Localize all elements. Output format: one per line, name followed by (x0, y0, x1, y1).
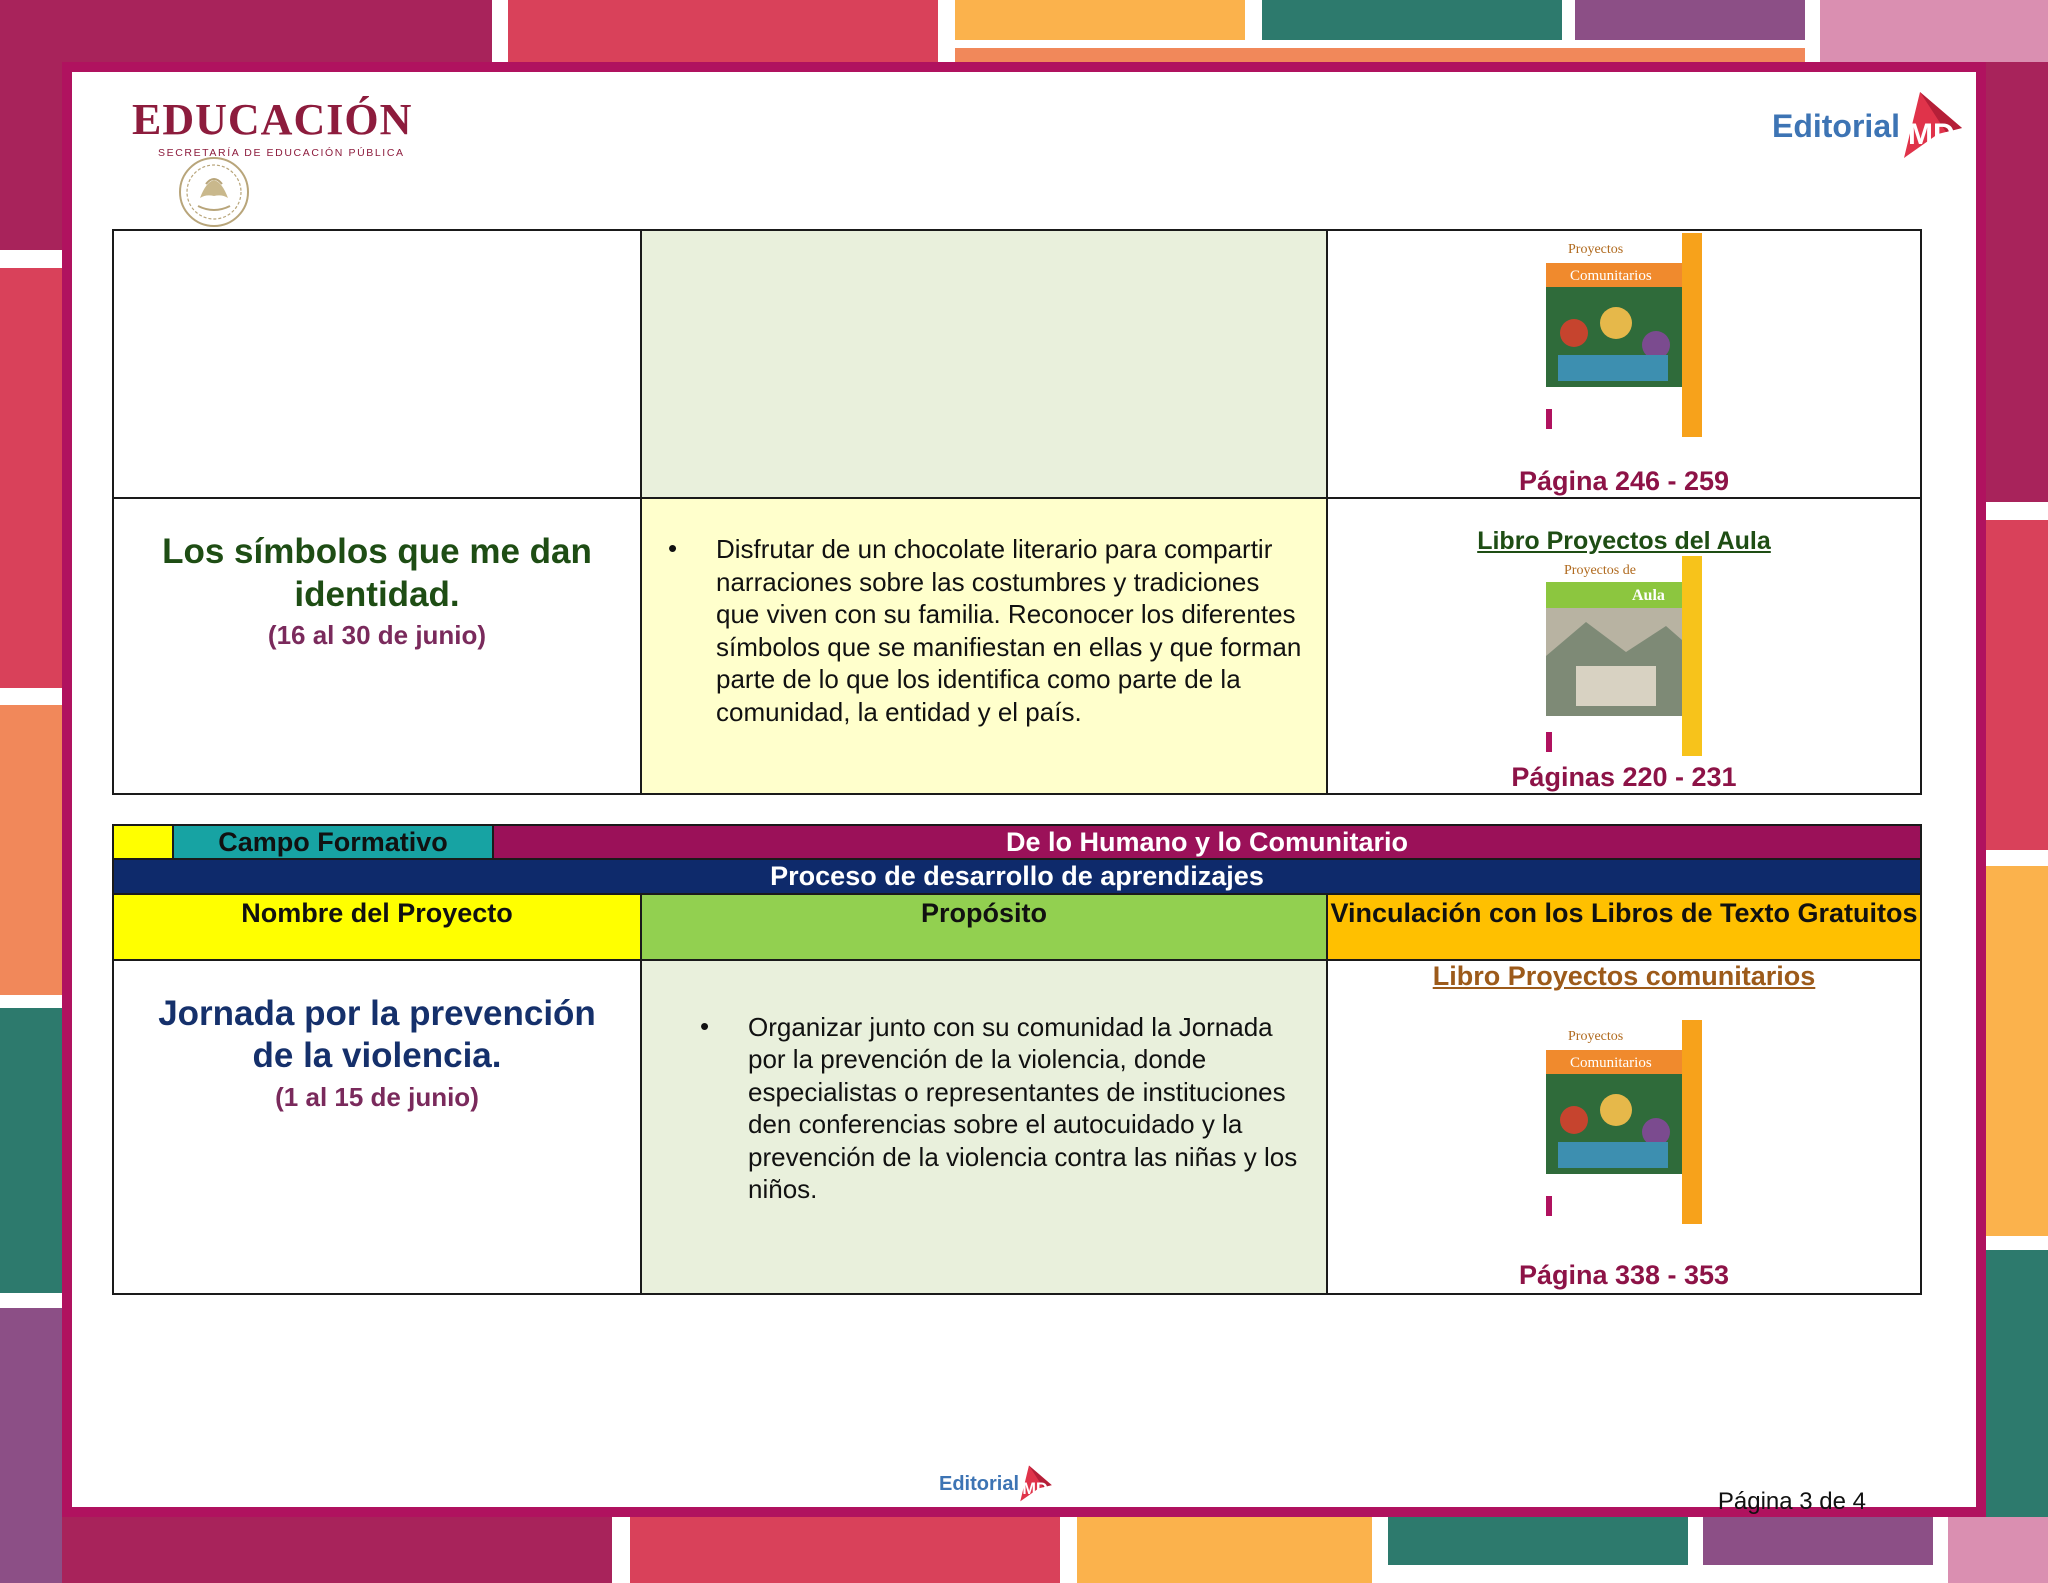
frame-tile (1986, 866, 2048, 1236)
frame-tile (0, 1308, 62, 1583)
purpose-cell (641, 960, 1327, 1294)
project-name-cell (113, 960, 641, 1294)
frame-tile (0, 705, 62, 995)
frame-tile (1703, 1517, 1933, 1565)
col-header-proposito: Propósito (641, 894, 1327, 960)
projects-table-continued (112, 229, 1922, 795)
page-range: Página 246 - 259 (1518, 466, 1730, 496)
project-title: Jornada por la prevención de la violencia. (158, 993, 596, 1076)
book-cover-comunitarios-icon (1546, 1020, 1702, 1224)
project-dates: (16 al 30 de junio) (267, 620, 487, 651)
campo-formativo-row (113, 825, 1921, 859)
campo-color-swatch (113, 825, 173, 859)
svg-text:MD: MD (1908, 118, 1955, 151)
logo-title: EDUCACIÓN (132, 95, 413, 144)
book-cell (1327, 960, 1921, 1294)
project-dates: (1 al 15 de junio) (275, 1082, 479, 1113)
project-name-cell (113, 498, 641, 794)
project-name-cell (113, 230, 641, 498)
page-range: Páginas 220 - 231 (1511, 762, 1737, 792)
campo-label: Campo Formativo (173, 825, 493, 859)
frame-tile (1948, 1517, 2048, 1583)
svg-text:Aula: Aula (1632, 587, 1665, 604)
svg-text:Comunitarios: Comunitarios (1570, 1054, 1652, 1071)
frame-tile (62, 0, 492, 62)
proceso-row (113, 859, 1921, 893)
book-link-proyectos-comunitarios[interactable]: Libro Proyectos comunitarios (1432, 960, 1816, 991)
purpose-cell (641, 498, 1327, 794)
national-seal-icon (176, 154, 252, 230)
book-link-proyectos-aula[interactable]: Libro Proyectos del Aula (1477, 527, 1771, 555)
proceso-header: Proceso de desarrollo de aprendizajes (113, 859, 1921, 893)
md-logo-icon (1898, 88, 1968, 164)
column-header-row (113, 894, 1921, 960)
frame-tile (1575, 0, 1805, 40)
table-row (113, 230, 1921, 498)
purpose-bullet: • Organizar junto con su comunidad la Jornada por la prevención de la violencia, donde especialistas o representantes de instituciones den conferencias sobre el autocuidado y la prevención de la violencia contra las niñas y los niños. (748, 1011, 1302, 1206)
logo-subtitle: SECRETARÍA DE EDUCACIÓN PÚBLICA (158, 147, 405, 159)
footer-publisher-name: Editorial (939, 1472, 1020, 1495)
frame-tile (0, 0, 62, 250)
svg-text:Proyectos de: Proyectos de (1564, 563, 1636, 578)
frame-tile (955, 48, 1805, 62)
projects-table (112, 824, 1922, 1295)
book-cell (1327, 498, 1921, 794)
frame-tile (1388, 1517, 1688, 1565)
frame-tile (508, 0, 938, 62)
publisher-name: Editorial (1771, 107, 1900, 144)
purpose-cell (641, 230, 1327, 498)
svg-text:MD: MD (1022, 1479, 1048, 1498)
md-logo-icon (1017, 1462, 1055, 1506)
frame-tile (955, 0, 1245, 40)
svg-text:Comunitarios: Comunitarios (1570, 268, 1652, 284)
frame-tile (630, 1517, 1060, 1583)
frame-tile (0, 1008, 62, 1293)
editorial-md-logo (1772, 88, 1968, 164)
purpose-bullet: • Disfrutar de un chocolate literario para compartir narraciones sobre las costumbres y tradiciones que viven con su familia. Reconocer los diferentes símbolos que se manifiestan en ellas y que forman parte de lo que los identifica como parte de la comunidad, la entidad y el país. (716, 533, 1306, 728)
sep-logo (132, 94, 412, 159)
svg-text:Proyectos: Proyectos (1568, 1028, 1624, 1044)
svg-text:Proyectos: Proyectos (1568, 242, 1624, 257)
page-range: Página 338 - 353 (1518, 1259, 1730, 1290)
table-row (113, 960, 1921, 1294)
frame-tile (62, 1517, 612, 1583)
page-number: Página 3 de 4 (1717, 1488, 1866, 1515)
frame-tile (0, 268, 62, 688)
campo-value: De lo Humano y lo Comunitario (493, 825, 1921, 859)
frame-tile (1262, 0, 1562, 40)
col-header-vinculacion: Vinculación con los Libros de Texto Gratuitos (1327, 894, 1921, 960)
footer-editorial-logo (939, 1462, 1055, 1506)
project-title: Los símbolos que me dan identidad. (162, 532, 592, 614)
book-cover-aula-icon (1546, 556, 1702, 756)
frame-tile (1986, 520, 2048, 850)
frame-tile (1986, 62, 2048, 502)
table-row (113, 498, 1921, 794)
document-page (62, 62, 1986, 1517)
book-cell (1327, 230, 1921, 498)
book-cover-comunitarios-icon (1546, 233, 1702, 437)
frame-tile (1820, 0, 2048, 62)
col-header-nombre: Nombre del Proyecto (113, 894, 641, 960)
frame-tile (1077, 1517, 1372, 1583)
